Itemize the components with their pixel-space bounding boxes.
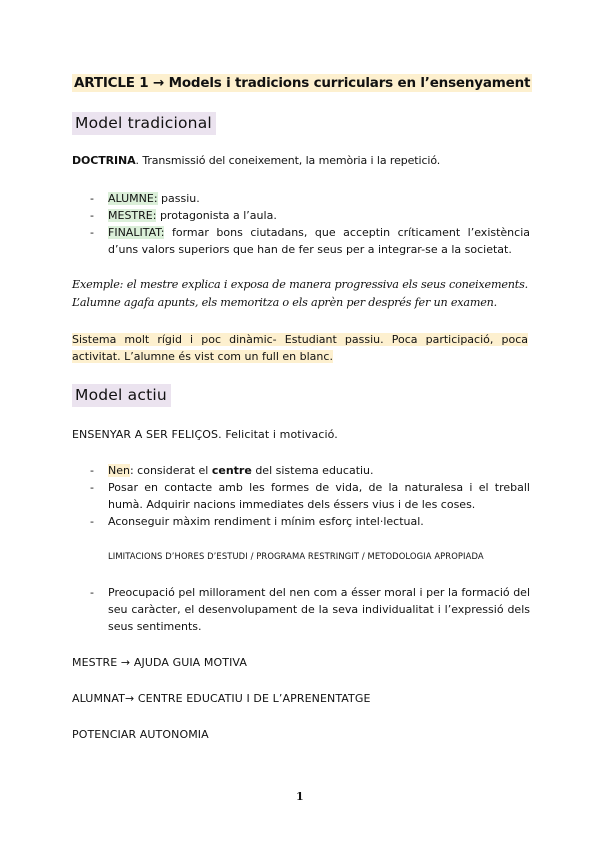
- bullet-dash: -: [90, 209, 94, 222]
- active-intro: [72, 428, 338, 441]
- teacher-line: MESTRE → AJUDA GUIA MOTIVA: [72, 656, 247, 669]
- bullet-dash: -: [90, 192, 94, 205]
- performance-text: Aconseguir màxim rendiment i mínim esforç intel·lectual.: [108, 515, 424, 528]
- bullet-dash: -: [90, 226, 94, 239]
- purpose-label: FINALITAT:: [108, 226, 165, 239]
- child-text-pre: : considerat el: [129, 464, 212, 477]
- list-item: [90, 513, 530, 530]
- bullet-dash: -: [90, 515, 94, 528]
- intro-text: . Felicitat i motivació.: [218, 428, 338, 441]
- list-item: [90, 224, 530, 258]
- child-label: Nen: [108, 464, 130, 477]
- heading-traditional-model: Model tradicional: [72, 112, 216, 135]
- page-number: 1: [296, 790, 304, 803]
- list-item: [90, 584, 530, 635]
- list-item: [90, 207, 530, 224]
- bullet-dash: -: [90, 586, 94, 599]
- list-item: [90, 479, 530, 513]
- autonomy-line: POTENCIAR AUTONOMIA: [72, 728, 209, 741]
- limitations-line: LIMITACIONS D’HORES D’ESTUDI / PROGRAMA RESTRINGIT / METODOLOGIA APROPIADA: [108, 551, 484, 561]
- traditional-summary: [72, 331, 528, 365]
- doctrine-line: [72, 154, 440, 167]
- purpose-text: formar bons ciutadans, que acceptin críticament l’existència d’uns valors superiors que han de fer seus per a integrar-se a la societat.: [108, 226, 530, 256]
- article-title: ARTICLE 1 → Models i tradicions curriculars en l’ensenyament: [74, 75, 531, 91]
- intro-label: ENSENYAR A SER FELIÇOS: [72, 428, 219, 441]
- example-paragraph: Exemple: el mestre explica i exposa de manera progressiva els seus coneixements. L’alumne agafa apunts, els memoritza o els aprèn per després fer un examen.: [72, 278, 528, 309]
- child-text-bold: centre: [211, 464, 252, 477]
- student-text: passiu.: [157, 192, 200, 205]
- summary-highlight: Sistema molt rígid i poc dinàmic- Estudiant passiu. Poca participació, poca activitat. L’alumne és vist com un full en blanc.: [72, 333, 528, 363]
- contact-text: Posar en contacte amb les formes de vida, de la naturalesa i el treball humà. Adquirir nacions immediates dels éssers vius i de les coses.: [108, 481, 530, 511]
- student-line: ALUMNAT→ CENTRE EDUCATIU I DE L’APRENENTATGE: [72, 692, 371, 705]
- traditional-bullet-list: [90, 190, 530, 258]
- bullet-dash: -: [90, 464, 94, 477]
- doctrine-text: . Transmissió del coneixement, la memòria i la repetició.: [135, 154, 441, 167]
- teacher-label: MESTRE:: [108, 209, 157, 222]
- doctrine-label: DOCTRINA: [72, 154, 136, 167]
- active-bullet-list-extra: [90, 584, 530, 635]
- list-item: [90, 462, 530, 479]
- student-label: ALUMNE:: [108, 192, 158, 205]
- moral-improvement-text: Preocupació pel millorament del nen com a ésser moral i per la formació del seu caràcter, el desenvolupament de la seva individualitat i l’expressió dels seus sentiments.: [108, 586, 530, 633]
- teacher-text: protagonista a l’aula.: [156, 209, 277, 222]
- bullet-dash: -: [90, 481, 94, 494]
- heading-active-model: Model actiu: [72, 384, 171, 407]
- list-item: [90, 190, 530, 207]
- child-text-post: del sistema educatiu.: [251, 464, 374, 477]
- active-bullet-list: [90, 462, 530, 530]
